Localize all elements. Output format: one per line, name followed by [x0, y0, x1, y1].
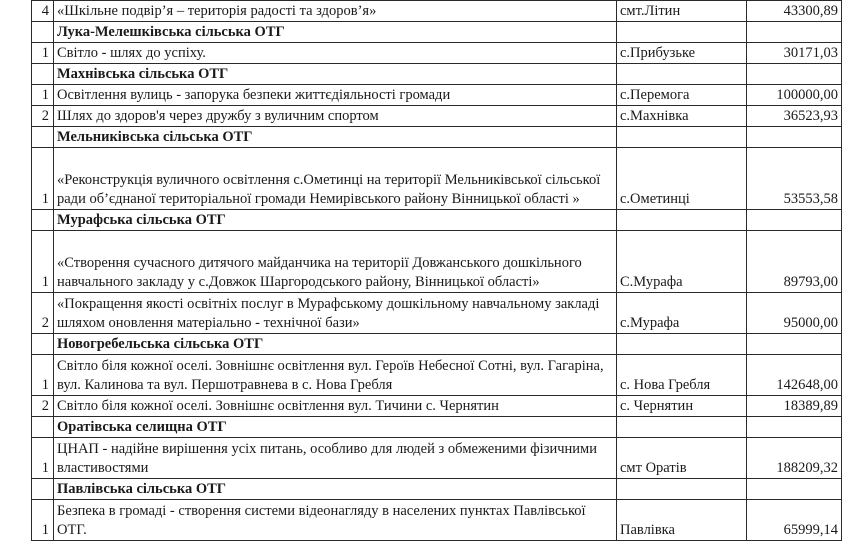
row-number: 4: [32, 1, 54, 22]
section-title: Мельниківська сільська ОТГ: [54, 127, 617, 148]
project-title: Шлях до здоров'я через дружбу з вуличним спортом: [54, 106, 617, 127]
project-place: с.Махнівка: [617, 106, 747, 127]
project-title: Безпека в громаді - створення системи відеонагляду в населених пунктах Павлівської ОТГ.: [54, 500, 617, 541]
project-amount: 43300,89: [747, 1, 842, 22]
table-row: [32, 1, 842, 22]
section-title: Павлівська сільська ОТГ: [54, 479, 617, 500]
section-row: [32, 417, 842, 438]
section-row: [32, 334, 842, 355]
project-title: Освітлення вулиць - запорука безпеки життєдіяльності громади: [54, 85, 617, 106]
section-title: Новогребельська сільська ОТГ: [54, 334, 617, 355]
project-amount: 89793,00: [747, 231, 842, 293]
project-amount: 53553,58: [747, 148, 842, 210]
table-row: [32, 355, 842, 396]
project-amount: 18389,89: [747, 396, 842, 417]
project-place: смт.Літин: [617, 1, 747, 22]
section-row: [32, 127, 842, 148]
project-place: с.Прибузьке: [617, 43, 747, 64]
project-place: с. Нова Гребля: [617, 355, 747, 396]
row-number: 2: [32, 106, 54, 127]
section-title: Махнівська сільська ОТГ: [54, 64, 617, 85]
project-place: с. Чернятин: [617, 396, 747, 417]
row-number: 1: [32, 148, 54, 210]
row-number: 1: [32, 438, 54, 479]
row-number: 1: [32, 43, 54, 64]
table-row: [32, 500, 842, 541]
table-row: [32, 148, 842, 210]
section-row: [32, 479, 842, 500]
project-amount: 100000,00: [747, 85, 842, 106]
table-row: [32, 293, 842, 334]
project-amount: 65999,14: [747, 500, 842, 541]
project-title: ЦНАП - надійне вирішення усіх питань, особливо для людей з обмеженими фізичними властивостями: [54, 438, 617, 479]
table-row: [32, 43, 842, 64]
section-title: Лука-Мелешківська сільська ОТГ: [54, 22, 617, 43]
project-title: «Покращення якості освітніх послуг в Мурафському дошкільному навчальному закладі шляхом оновлення матеріально - технічної бази»: [54, 293, 617, 334]
table-row: [32, 396, 842, 417]
row-number: 2: [32, 396, 54, 417]
row-number: 1: [32, 85, 54, 106]
section-row: [32, 64, 842, 85]
project-amount: 30171,03: [747, 43, 842, 64]
project-place: с.Ометинці: [617, 148, 747, 210]
project-amount: 188209,32: [747, 438, 842, 479]
table-row: [32, 106, 842, 127]
row-number: 2: [32, 293, 54, 334]
project-place: смт Оратів: [617, 438, 747, 479]
project-place: с.Перемога: [617, 85, 747, 106]
project-amount: 95000,00: [747, 293, 842, 334]
table-row: [32, 85, 842, 106]
project-title: Світло біля кожної оселі. Зовнішнє освітлення вул. Героїв Небесної Сотні, вул. Гагаріна, вул. Калинова та вул. Першотравнева в с. Нова Гребля: [54, 355, 617, 396]
row-number: 1: [32, 355, 54, 396]
section-title: Мурафська сільська ОТГ: [54, 210, 617, 231]
project-title: Світло - шлях до успіху.: [54, 43, 617, 64]
row-number: 1: [32, 500, 54, 541]
project-place: Павлівка: [617, 500, 747, 541]
row-number: 1: [32, 231, 54, 293]
section-row: [32, 22, 842, 43]
section-row: [32, 210, 842, 231]
project-title: Світло біля кожної оселі. Зовнішнє освітлення вул. Тичини с. Чернятин: [54, 396, 617, 417]
project-place: С.Мурафа: [617, 231, 747, 293]
table-row: [32, 231, 842, 293]
section-title: Оратівська селищна ОТГ: [54, 417, 617, 438]
project-title: «Створення сучасного дитячого майданчика на території Довжанського дошкільного навчального закладу у с.Довжок Шаргородського району, Вінницької області»: [54, 231, 617, 293]
projects-table: [31, 0, 842, 541]
project-amount: 142648,00: [747, 355, 842, 396]
project-title: «Шкільне подвір’я – територія радості та здоров’я»: [54, 1, 617, 22]
table-row: [32, 438, 842, 479]
project-place: с.Мурафа: [617, 293, 747, 334]
project-title: «Реконструкція вуличного освітлення с.Ометинці на території Мельниківської сільської ради об’єднаної територіальної громади Немирівського району Вінницької області »: [54, 148, 617, 210]
project-amount: 36523,93: [747, 106, 842, 127]
